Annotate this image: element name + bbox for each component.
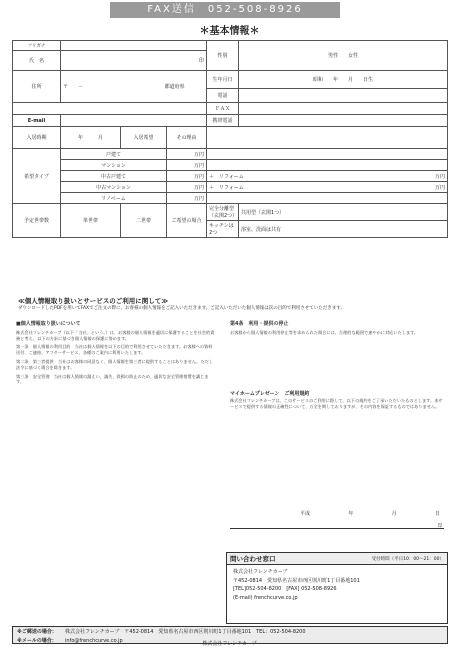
footer-email-key: ※メールの場合： <box>17 638 57 644</box>
mobile-field[interactable] <box>239 115 448 127</box>
contact-title: 問い合わせ窓口 <box>230 555 276 563</box>
birth-field[interactable]: 昭和 年 月 日生 <box>239 71 448 89</box>
reform-label-3: ＋ リフォーム <box>209 184 244 191</box>
reform-label-2: ＋ リフォーム <box>209 173 244 180</box>
mobile-label: 携帯電話 <box>207 115 239 127</box>
privacy-right-heading: 第4条 利用・提供の停止 <box>230 321 289 327</box>
contact-box <box>226 552 448 624</box>
type-reform-1 <box>207 160 448 171</box>
email-label: E-mail <box>13 115 61 127</box>
signature-seal: 印 <box>437 524 442 529</box>
phone-field[interactable] <box>239 89 448 103</box>
plan-label: 予定世帯数 <box>13 204 61 238</box>
pref-label: 都道府県 <box>164 84 185 90</box>
privacy-left-column <box>16 322 216 388</box>
area-label: ご希望の場合 <box>167 204 207 238</box>
reform-unit-3: 万円 <box>434 184 445 191</box>
gender-label: 性別 <box>207 41 239 71</box>
footer-row-mail <box>13 627 447 636</box>
date-era: 平成 <box>300 511 311 517</box>
email-field[interactable] <box>61 115 207 127</box>
type-row-0[interactable]: 戸建て <box>61 149 167 160</box>
footer-company: 株式会社フレンチカーブ <box>202 641 257 647</box>
type-reform-2[interactable] <box>207 171 448 182</box>
plan-single[interactable]: 単世帯 <box>61 204 121 238</box>
address-extra[interactable] <box>13 103 207 115</box>
privacy-left-text-4: 第三条 安全管理 当社は個人情報の漏えい、滅失、毀損の防止のため、適切な安全管理措置を講じます。 <box>16 373 209 385</box>
fax-banner: FAX送信 052-508-8926 <box>110 2 340 18</box>
contact-company: 株式会社フレンチカーブ <box>233 569 288 575</box>
type-reform-3[interactable] <box>207 182 448 193</box>
footer-mail-val: 株式会社フレンチカーブ 〒452-0814 愛知県名古屋市西区則川町1丁目番地101 TEL：052-504-8200 <box>65 629 306 635</box>
furigana-label: フリガナ <box>13 41 61 51</box>
privacy-left-heading: ■個人情報取り扱いについて <box>16 321 81 327</box>
type-reform-0 <box>207 149 448 160</box>
type-row-3[interactable]: 中古マンション <box>61 182 167 193</box>
name-field[interactable] <box>61 51 207 71</box>
phone-label: 電話 <box>207 89 239 103</box>
date-year: 年 <box>348 511 354 517</box>
reason-field[interactable] <box>207 127 448 149</box>
privacy-right-text: お客様から個人情報の利用停止等を求められた場合には、合理的な範囲で速やかに対応いたします。 <box>230 329 419 335</box>
footer-mail-key: ※ご郵送の場合： <box>17 629 57 635</box>
plan-two[interactable]: 二世帯 <box>121 204 167 238</box>
fax-field[interactable] <box>239 103 448 115</box>
fax-label: ＦＡＸ <box>207 103 239 115</box>
reform-unit-2: 万円 <box>434 173 445 180</box>
type-row-1[interactable]: マンション <box>61 160 167 171</box>
address-field[interactable] <box>61 71 207 103</box>
kitchen-option-c[interactable]: キッチンは2つ <box>207 221 239 238</box>
page-title: ＊基本情報＊ <box>199 26 260 37</box>
type-unit-4[interactable]: 万円 <box>167 193 207 204</box>
privacy-right-column <box>230 322 444 339</box>
basic-info-form <box>12 40 448 238</box>
type-unit-1[interactable]: 万円 <box>167 160 207 171</box>
house-label: 希望タイプ <box>13 149 61 204</box>
gender-options[interactable]: 男性 女性 <box>239 41 448 71</box>
contact-hours: 受付時間（平日10：00〜21：00） <box>371 556 444 562</box>
move-field[interactable]: 年 月 <box>61 127 121 149</box>
move-label: 入居時期 <box>13 127 61 149</box>
seal-mark: 印 <box>198 58 204 64</box>
move-want: 入居希望 <box>121 127 167 149</box>
signature-line[interactable] <box>230 528 444 529</box>
privacy-left-text-2: 第一条 個人情報の利用目的 当社は個人情報を以下の目的で利用させていただきます。お客様への資料送付、ご連絡、アフターサービス、各種のご案内に利用いたします。 <box>16 344 213 356</box>
contact-header <box>227 553 447 565</box>
privacy-left-text-3: 第二条 第三者提供 当社はお客様の同意なく、個人情報を第三者に提供することはありません。ただし法令に基づく場合を除きます。 <box>16 358 213 370</box>
consent-title: マイホームプレゼーン ご利用規約 <box>230 391 310 397</box>
kitchen-option-d[interactable]: 浴室、洗面は共有 <box>239 221 448 238</box>
type-row-4[interactable]: リノベーム <box>61 193 167 204</box>
name-label: 氏 名 <box>13 51 61 71</box>
contact-address: 〒452-0814 愛知県名古屋市西区則川町1丁目番地101 <box>233 577 360 584</box>
date-day: 日 <box>434 511 440 517</box>
postal-mark: 〒 － <box>63 84 84 90</box>
type-row-2[interactable]: 中古戸建て <box>61 171 167 182</box>
contact-body <box>227 565 447 605</box>
reason-label: その理由 <box>167 127 207 149</box>
type-unit-0[interactable]: 万円 <box>167 149 207 160</box>
contact-tel: [TEL]052-504-8200 [FAX] 052-508-8926 <box>233 586 337 592</box>
address-label: 住所 <box>13 71 61 103</box>
type-unit-3[interactable]: 万円 <box>167 182 207 193</box>
privacy-left-text-1: 株式会社フレンチカーブ（以下「当社」という。）は、お客様の個人情報を適切に保護することを社会的責務と考え、以下の方針に基づき個人情報の保護に努めます。 <box>16 329 215 341</box>
privacy-title: ≪個人情報取り扱いとサービスのご利用に関して≫ <box>18 297 169 305</box>
furigana-field[interactable] <box>61 41 207 51</box>
footer-email-val[interactable]: info@frenchcurve.co.jp <box>65 637 123 644</box>
type-unit-2[interactable]: 万円 <box>167 171 207 182</box>
date-month: 月 <box>391 511 397 517</box>
contact-email[interactable]: (E-mail) frenchcurve.co.jp <box>233 594 298 601</box>
date-labels <box>300 510 440 517</box>
privacy-intro: ダウンロードしたPDFを用いてFAXでご注文の際に、お客様の個人情報をご記入いただきます。ご記入いただいた個人情報は次の目的で利用させていただきます。 <box>18 306 345 311</box>
birth-label: 生年月日 <box>207 71 239 89</box>
consent-text: 株式会社フレンチカーブは、このサービスのご利用に際して、以下の規約をご了承いただいたものとします。本サービスで提供する情報の正確性について、万全を期しておりますが、その内容を保証するものではありません。 <box>230 398 443 409</box>
kitchen-option-b[interactable]: 共用型（玄関1つ） <box>239 204 448 221</box>
kitchen-option-a[interactable]: 完全分離型（玄関2つ） <box>207 204 239 221</box>
type-reform-4 <box>207 193 448 204</box>
